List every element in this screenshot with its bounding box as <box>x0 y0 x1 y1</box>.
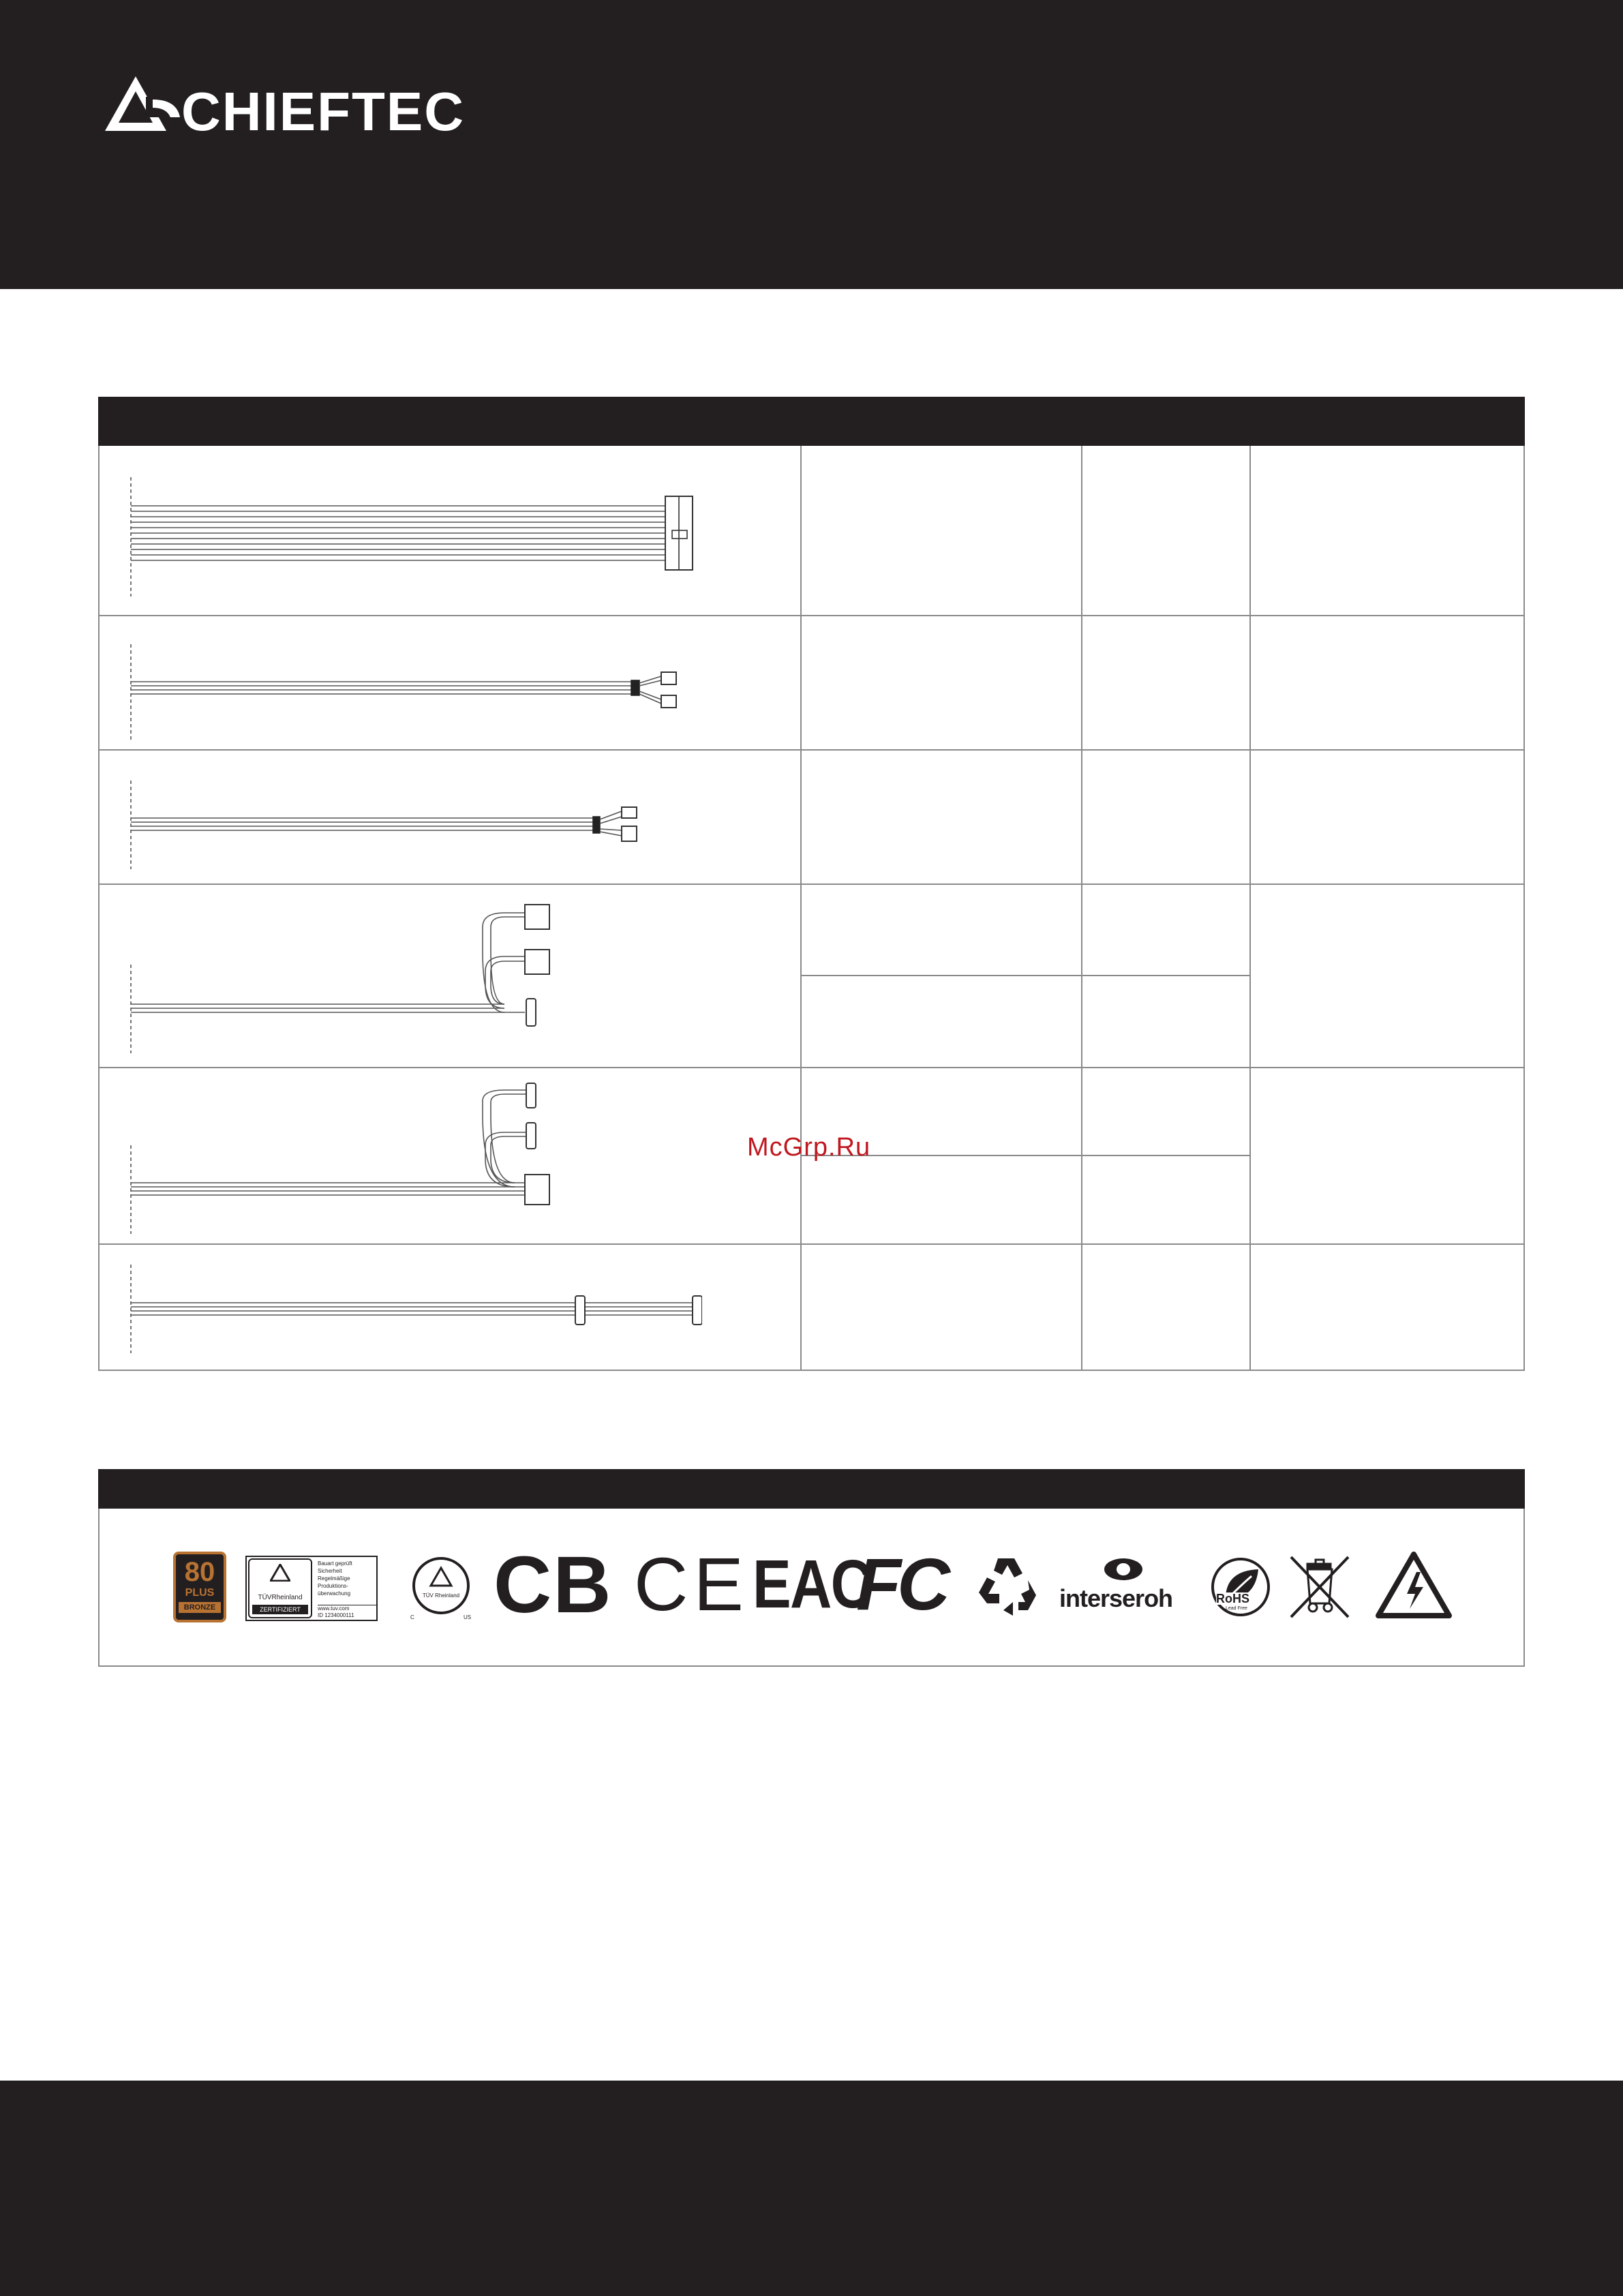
tuv-badge-text-line: Bauart geprüft <box>318 1560 352 1567</box>
tuv-badge-web-line: www.tuv.com <box>318 1605 350 1612</box>
rohs-lead-free-text: Lead Free <box>1226 1606 1247 1611</box>
footer-band <box>0 2081 1623 2296</box>
certifications-header <box>98 1469 1525 1509</box>
tuv-badge-text-line: Regelmäßige <box>318 1575 350 1582</box>
recycle-icon <box>973 1553 1039 1616</box>
logo-text: CHIEFTEC <box>181 81 465 142</box>
tuv-round-brand: TÜV Rheinland <box>422 1592 460 1599</box>
chieftec-triangle-icon <box>105 76 180 138</box>
interseroh-mark-icon <box>1103 1557 1144 1582</box>
eighty-plus-bronze-label: BRONZE <box>179 1602 221 1613</box>
watermark-text[interactable]: McGrp.Ru <box>747 1133 871 1162</box>
tuv-badge-label: ZERTIFIZIERT <box>252 1605 308 1614</box>
column-divider <box>1081 446 1082 1371</box>
ce-mark-icon: CE <box>634 1543 749 1627</box>
tuv-badge-inner <box>248 1558 312 1618</box>
sub-row-divider <box>801 975 1250 976</box>
row-divider <box>98 749 1525 751</box>
tuv-badge-text <box>318 1560 376 1597</box>
sata-molex-cable-b-drawing <box>123 1081 702 1237</box>
tuv-rheinland-certified-badge <box>245 1556 378 1621</box>
chieftec-logo <box>105 76 465 145</box>
cpu-4plus4-cable-drawing <box>123 641 702 743</box>
row-divider <box>98 1067 1525 1068</box>
tuv-badge-text-line: überwachung <box>318 1590 351 1597</box>
eighty-plus-number: 80 <box>184 1557 215 1587</box>
tuv-badge-id-line: ID 1234000111 <box>318 1612 354 1618</box>
sata-molex-cable-a-drawing <box>123 896 702 1060</box>
eac-mark-icon: EAC <box>753 1546 872 1622</box>
floppy-molex-cable-drawing <box>123 1258 702 1360</box>
rohs-text: RoHS <box>1216 1592 1249 1605</box>
tuv-triangle-icon <box>270 1564 290 1582</box>
rohs-lead-free-icon <box>1211 1557 1271 1617</box>
row-divider <box>98 615 1525 616</box>
tuv-badge-web <box>318 1605 376 1619</box>
cable-table-header <box>98 397 1525 446</box>
fcc-mark-icon: FC <box>856 1543 946 1625</box>
high-voltage-warning-icon <box>1376 1552 1452 1620</box>
tuv-round-c: C <box>410 1614 414 1620</box>
atx-24pin-cable-drawing <box>123 470 702 600</box>
eighty-plus-bronze-icon <box>173 1552 226 1622</box>
eighty-plus-plus: PLUS <box>185 1587 215 1599</box>
tuv-round-us: US <box>464 1614 472 1620</box>
cb-mark-icon: CB <box>494 1540 613 1630</box>
column-divider <box>800 446 802 1371</box>
tuv-badge-brand: TÜVRheinland <box>258 1594 303 1601</box>
pcie-6plus2-cable-drawing <box>123 777 702 879</box>
header-band <box>0 0 1623 289</box>
tuv-rheinland-cus-icon <box>408 1557 474 1622</box>
weee-crossed-bin-icon <box>1287 1554 1352 1620</box>
tuv-badge-text-line: Produktions- <box>318 1583 348 1589</box>
interseroh-text: interseroh <box>1059 1584 1173 1612</box>
row-divider <box>98 883 1525 885</box>
tuv-badge-text-line: Sicherheit <box>318 1568 342 1574</box>
column-divider <box>1249 446 1251 1371</box>
tuv-round-mark-icon <box>408 1557 474 1622</box>
interseroh-logo <box>1057 1557 1190 1612</box>
row-divider <box>98 1243 1525 1245</box>
